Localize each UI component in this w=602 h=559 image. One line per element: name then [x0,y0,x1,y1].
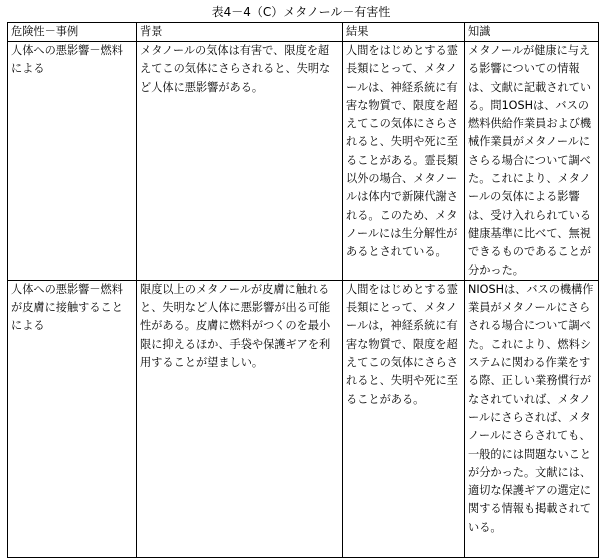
table-caption: 表4－4（C）メタノール－有害性 [211,5,391,19]
hazard-cell: 人体への悪影響－燃料が皮膚に接触することによる [8,280,137,557]
table-row [8,280,599,557]
table-header-row [8,23,599,42]
knowledge-cell: メタノールが健康に与える影響についての情報は、文献に記載されている。問1OSHは、バスの燃料供給作業員および機械作業員がメタノールにさらる場合について調べた。これにより、メタノールの気体による影響は、受け入れられている健康基準に比べて、無視できるものであることが分かった。 [465,42,599,281]
background-cell: 限度以上のメタノールが皮膚に触れると、失明など人体に悪影響が出る可能性がある。皮膚に燃料がつくのを最小限に抑えるほか、手袋や保護ギアを利用することが望ましい。 [137,280,343,557]
column-header-background: 背景 [137,23,343,42]
table-row [8,42,599,281]
hazard-cell: 人体への悪影響－燃料による [8,42,137,281]
background-cell: メタノールの気体は有害で、限度を超えてこの気体にさらされると、失明など人体に悪影響がある。 [137,42,343,281]
column-header-knowledge: 知識 [465,23,599,42]
column-header-result: 結果 [343,23,465,42]
column-header-hazard: 危険性－事例 [8,23,137,42]
result-cell: 人間をはじめとする霊長類にとって、メタノールは，神経系統に有害な物質で、限度を超えてこの気体にさらされると、失明や死に至ることがある。 [343,280,465,557]
methanol-hazard-table [7,22,599,558]
knowledge-cell: NIOSHは、バスの機構作業員がメタノールにさらされる場合について調べた。これにより、燃料システムに関わる作業をする際、正しい業務慣行がなされていれば、メタノールにさらされば、メタノールにさらされても、一般的には問題ないことが分かった。文献には、適切な保護ギアの選定に関する情報も掲載されている。 [465,280,599,557]
result-cell: 人間をはじめとする霊長類にとって、メタノールは、神経系統に有害な物質で、限度を超えてこの気体にさらされると、失明や死に至ることがある。霊長類以外の場合、メタノールは体内で新陳代謝される。このため、メタノールには生分解性があるとされている。 [343,42,465,281]
